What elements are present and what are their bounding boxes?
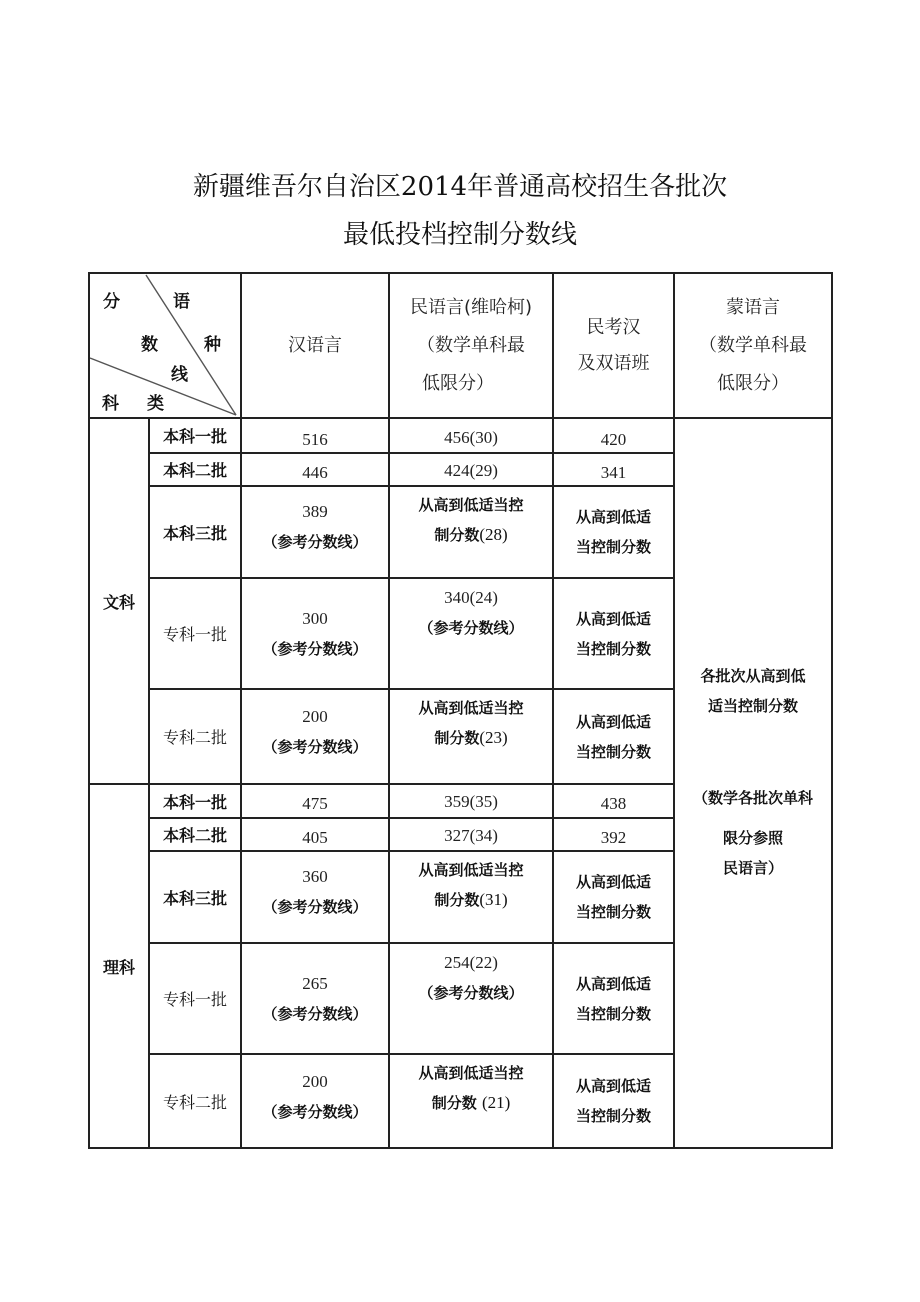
reference-note: （参考分数线）: [262, 898, 368, 916]
score-han-cell: [242, 690, 388, 783]
batch-label: 本科二批: [162, 826, 227, 845]
corner-char-ke: 科: [102, 394, 119, 414]
meng-merged-note: 各批次从高到低 适当控制分数 （数学各批次单科 限分参照 民语言）: [692, 667, 813, 877]
batch-label: 专科一批: [162, 990, 227, 1009]
score-min: 254(22): [444, 953, 498, 972]
corner-char-lei: 类: [147, 394, 164, 414]
reference-note: （参考分数线）: [262, 533, 368, 551]
batch-label: 本科三批: [162, 888, 227, 908]
score-han: 446: [302, 462, 328, 482]
score-han-cell: [242, 579, 388, 688]
score-han: 300: [302, 608, 328, 628]
score-minkaohan: 392: [600, 827, 627, 847]
score-min: 456(30): [444, 427, 498, 447]
score-min-cell: 从高到低适当控 制分数(31): [418, 861, 524, 909]
score-min: 327(34): [444, 825, 498, 845]
batch-label: 本科一批: [162, 427, 227, 446]
reference-note: （参考分数线）: [262, 1103, 368, 1121]
reference-note: （参考分数线）: [262, 1004, 368, 1023]
score-han-cell: [242, 487, 388, 577]
reference-note: （参考分数线）: [262, 639, 368, 658]
batch-label: 本科一批: [162, 792, 227, 812]
column-header-minkaohan: 民考汉 及双语班: [577, 316, 650, 374]
category-wenke: 文科: [102, 592, 135, 612]
score-han: 265: [302, 973, 328, 993]
column-header-min: 民语言(维哈柯) （数学单科最 低限分）: [409, 296, 533, 394]
score-minkaohan-cell: 从高到低适 当控制分数: [575, 712, 651, 761]
score-han: 200: [302, 1072, 328, 1091]
corner-char-yu: 语: [173, 292, 190, 312]
score-han: 360: [302, 867, 328, 886]
score-min-cell: [390, 944, 552, 1053]
score-han: 516: [302, 429, 328, 449]
score-minkaohan-cell: 从高到低适 当控制分数: [575, 974, 651, 1023]
score-min: 340(24): [444, 588, 498, 607]
table-border-bottom-right: [673, 1147, 833, 1149]
score-han: 475: [302, 794, 328, 813]
category-like: 理科: [102, 957, 135, 977]
reference-note: （参考分数线）: [418, 619, 524, 637]
batch-label: 专科一批: [162, 625, 227, 644]
score-han-cell: [242, 852, 388, 942]
score-minkaohan-cell: 从高到低适 当控制分数: [575, 873, 651, 921]
score-minkaohan: 438: [600, 794, 627, 813]
document-title-line-2: 最低投档控制分数线: [342, 220, 577, 250]
batch-label: 专科二批: [162, 728, 227, 747]
math-min-score: (21): [481, 1093, 511, 1112]
table-border-bottom: [88, 1147, 675, 1149]
score-minkaohan: 420: [600, 429, 627, 449]
score-min-cell: 从高到低适当控 制分数(28): [418, 496, 524, 544]
score-han-cell: [242, 1055, 388, 1147]
score-han: 405: [302, 827, 328, 847]
document-title-line-1: 新疆维吾尔自治区2014年普通高校招生各批次: [192, 172, 728, 202]
reference-note: （参考分数线）: [418, 984, 524, 1002]
batch-label: 本科三批: [162, 523, 227, 543]
score-minkaohan-cell: 从高到低适 当控制分数: [575, 508, 651, 556]
score-han-cell: [242, 944, 388, 1053]
score-han: 200: [302, 707, 328, 726]
math-min-score: (28): [479, 525, 508, 544]
corner-char-fen: 分: [103, 292, 120, 312]
column-header-meng: 蒙语言 （数学单科最 低限分）: [699, 296, 807, 394]
score-minkaohan: 341: [600, 462, 627, 482]
score-minkaohan-cell: 从高到低适 当控制分数: [575, 609, 651, 658]
score-minkaohan-cell: 从高到低适 当控制分数: [575, 1077, 651, 1125]
score-min-cell: 从高到低适当控 制分数 (21): [418, 1064, 524, 1112]
score-min: 424(29): [444, 460, 498, 480]
batch-label: 专科二批: [162, 1092, 227, 1112]
batch-label: 本科二批: [162, 461, 227, 480]
score-han: 389: [302, 502, 328, 521]
corner-char-xian: 线: [171, 365, 188, 385]
math-min-score: (23): [479, 728, 508, 747]
math-min-score: (31): [479, 890, 508, 909]
corner-char-zhong: 种: [204, 335, 221, 355]
corner-char-shu: 数: [141, 335, 158, 355]
column-header-han: 汉语言: [288, 334, 342, 356]
reference-note: （参考分数线）: [262, 738, 368, 756]
score-min: 359(35): [444, 792, 498, 811]
score-min-cell: [390, 579, 552, 688]
score-min-cell: 从高到低适当控 制分数(23): [418, 699, 524, 747]
table-border-right: [831, 272, 833, 1149]
